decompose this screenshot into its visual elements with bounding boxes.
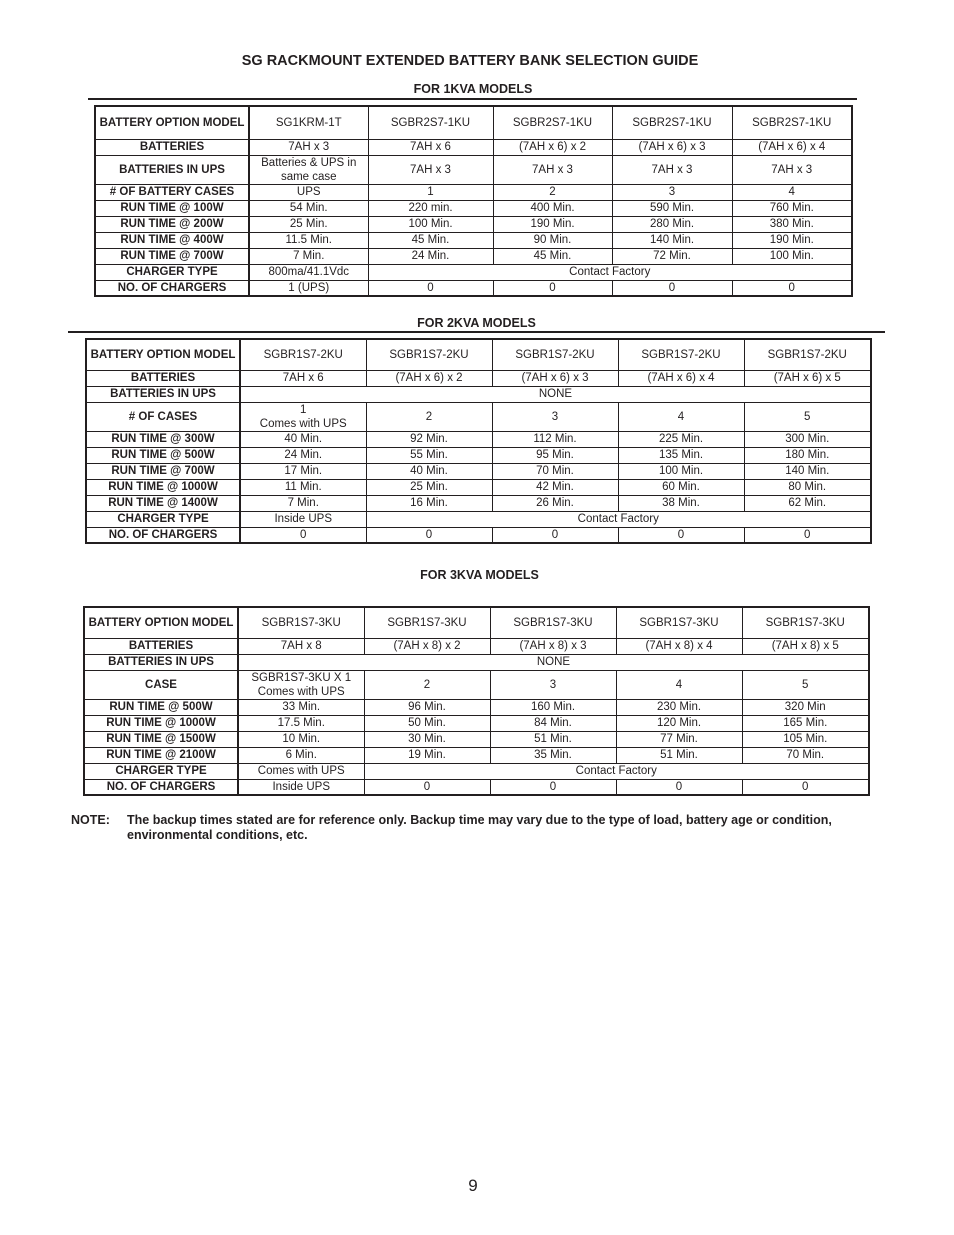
table-cell: SGBR1S7-2KU xyxy=(744,339,871,370)
table-cell: 24 Min. xyxy=(240,447,366,463)
table-row xyxy=(86,495,871,511)
table-cell: 0 xyxy=(742,779,869,795)
table-cell: SGBR2S7-1KU xyxy=(612,106,732,139)
row-label: BATTERY OPTION MODEL xyxy=(84,607,238,638)
table-row xyxy=(86,402,871,431)
table-row xyxy=(95,216,852,232)
table-cell: 84 Min. xyxy=(490,715,616,731)
table-cell: (7AH x 8) x 3 xyxy=(490,638,616,654)
table-cell: 50 Min. xyxy=(364,715,490,731)
row-label: RUN TIME @ 100W xyxy=(95,200,249,216)
table-cell: 0 xyxy=(612,280,732,296)
table-cell: 24 Min. xyxy=(368,248,493,264)
table-cell: Contact Factory xyxy=(366,511,871,527)
table-cell: 51 Min. xyxy=(616,747,742,763)
table-cell: 0 xyxy=(368,280,493,296)
table-cell: 220 min. xyxy=(368,200,493,216)
table-cell: 16 Min. xyxy=(366,495,492,511)
table-cell: 38 Min. xyxy=(618,495,744,511)
table-cell: 160 Min. xyxy=(490,699,616,715)
table-cell: 45 Min. xyxy=(368,232,493,248)
battery-table-3kva xyxy=(83,606,870,796)
table-cell: NONE xyxy=(238,654,869,670)
table-cell: Contact Factory xyxy=(368,264,852,280)
table-cell: 0 xyxy=(240,527,366,543)
table-cell: 112 Min. xyxy=(492,431,618,447)
table-cell: 25 Min. xyxy=(249,216,368,232)
table-cell: 26 Min. xyxy=(492,495,618,511)
table-cell: 105 Min. xyxy=(742,731,869,747)
table-cell: Inside UPS xyxy=(238,779,364,795)
row-label: CASE xyxy=(84,670,238,699)
table-cell: 7 Min. xyxy=(249,248,368,264)
table-cell: SG1KRM-1T xyxy=(249,106,368,139)
table-row xyxy=(86,463,871,479)
table-cell: 7AH x 3 xyxy=(368,155,493,184)
row-label: CHARGER TYPE xyxy=(95,264,249,280)
table-cell: 0 xyxy=(744,527,871,543)
table-cell: 70 Min. xyxy=(492,463,618,479)
table-row xyxy=(86,431,871,447)
table-cell: 0 xyxy=(492,527,618,543)
section-rule-1kva xyxy=(88,98,857,100)
table-row xyxy=(84,747,869,763)
table-cell: 190 Min. xyxy=(493,216,612,232)
row-label: RUN TIME @ 1500W xyxy=(84,731,238,747)
table-cell: 320 Min xyxy=(742,699,869,715)
table-cell: 3 xyxy=(612,184,732,200)
table-cell: 0 xyxy=(732,280,852,296)
table-cell: SGBR1S7-2KU xyxy=(240,339,366,370)
table-cell: SGBR1S7-3KU xyxy=(490,607,616,638)
table-cell: 3 xyxy=(490,670,616,699)
table-cell: 40 Min. xyxy=(366,463,492,479)
table-cell: 7AH x 6 xyxy=(368,139,493,155)
table-cell: (7AH x 8) x 2 xyxy=(364,638,490,654)
table-cell: 95 Min. xyxy=(492,447,618,463)
table-cell: SGBR2S7-1KU xyxy=(732,106,852,139)
table-row xyxy=(95,139,852,155)
table-cell: 230 Min. xyxy=(616,699,742,715)
table-cell: 4 xyxy=(616,670,742,699)
table-cell: Batteries & UPS in same case xyxy=(249,155,368,184)
table-cell: 190 Min. xyxy=(732,232,852,248)
row-label: BATTERIES IN UPS xyxy=(84,654,238,670)
battery-table-1kva xyxy=(94,105,853,297)
table-cell: SGBR1S7-3KU X 1 Comes with UPS xyxy=(238,670,364,699)
table-cell: 33 Min. xyxy=(238,699,364,715)
table-cell: 7AH x 3 xyxy=(493,155,612,184)
table-cell: 92 Min. xyxy=(366,431,492,447)
table-cell: (7AH x 8) x 4 xyxy=(616,638,742,654)
table-cell: (7AH x 6) x 3 xyxy=(492,370,618,386)
table-cell: 62 Min. xyxy=(744,495,871,511)
row-label: RUN TIME @ 500W xyxy=(84,699,238,715)
table-cell: 5 xyxy=(742,670,869,699)
table-row xyxy=(84,699,869,715)
page-title: SG RACKMOUNT EXTENDED BATTERY BANK SELECTION GUIDE xyxy=(241,53,699,69)
table-row xyxy=(84,670,869,699)
table-row xyxy=(95,184,852,200)
table-row xyxy=(84,715,869,731)
table-cell: 7AH x 3 xyxy=(732,155,852,184)
table-row xyxy=(86,370,871,386)
row-label: BATTERIES xyxy=(86,370,240,386)
section-heading-2kva: FOR 2KVA MODELS xyxy=(417,316,536,330)
table-cell: 0 xyxy=(618,527,744,543)
table-cell: SGBR2S7-1KU xyxy=(493,106,612,139)
table-cell: 380 Min. xyxy=(732,216,852,232)
table-row xyxy=(84,654,869,670)
table-cell: 54 Min. xyxy=(249,200,368,216)
table-cell: SGBR1S7-3KU xyxy=(238,607,364,638)
table-cell: SGBR1S7-2KU xyxy=(492,339,618,370)
table-cell: 225 Min. xyxy=(618,431,744,447)
table-cell: 17.5 Min. xyxy=(238,715,364,731)
table-row xyxy=(86,527,871,543)
table-cell: 400 Min. xyxy=(493,200,612,216)
page-number: 9 xyxy=(468,1176,478,1195)
table-cell: 7AH x 3 xyxy=(612,155,732,184)
row-label: NO. OF CHARGERS xyxy=(84,779,238,795)
table-cell: 10 Min. xyxy=(238,731,364,747)
table-cell: 11 Min. xyxy=(240,479,366,495)
table-cell: Contact Factory xyxy=(364,763,869,779)
row-label: NO. OF CHARGERS xyxy=(95,280,249,296)
table-cell: 1 (UPS) xyxy=(249,280,368,296)
row-label: BATTERY OPTION MODEL xyxy=(86,339,240,370)
row-label: RUN TIME @ 700W xyxy=(86,463,240,479)
table-cell: SGBR1S7-2KU xyxy=(618,339,744,370)
table-row xyxy=(95,106,852,139)
table-cell: 0 xyxy=(616,779,742,795)
table-cell: 42 Min. xyxy=(492,479,618,495)
table-row xyxy=(86,339,871,370)
table-row xyxy=(84,607,869,638)
table-cell: 55 Min. xyxy=(366,447,492,463)
row-label: BATTERIES IN UPS xyxy=(95,155,249,184)
table-cell: 80 Min. xyxy=(744,479,871,495)
table-row xyxy=(86,386,871,402)
row-label: RUN TIME @ 1000W xyxy=(84,715,238,731)
table-cell: (7AH x 6) x 2 xyxy=(366,370,492,386)
table-cell: 100 Min. xyxy=(368,216,493,232)
table-cell: 590 Min. xyxy=(612,200,732,216)
table-cell: 2 xyxy=(493,184,612,200)
row-label: RUN TIME @ 300W xyxy=(86,431,240,447)
table-cell: 4 xyxy=(618,402,744,431)
table-cell: 72 Min. xyxy=(612,248,732,264)
table-cell: (7AH x 8) x 5 xyxy=(742,638,869,654)
row-label: CHARGER TYPE xyxy=(86,511,240,527)
table-cell: 1 Comes with UPS xyxy=(240,402,366,431)
row-label: RUN TIME @ 400W xyxy=(95,232,249,248)
table-cell: 7AH x 6 xyxy=(240,370,366,386)
row-label: # OF CASES xyxy=(86,402,240,431)
table-cell: 2 xyxy=(364,670,490,699)
row-label: RUN TIME @ 1400W xyxy=(86,495,240,511)
table-cell: 7AH x 8 xyxy=(238,638,364,654)
table-cell: 0 xyxy=(490,779,616,795)
table-cell: SGBR1S7-3KU xyxy=(616,607,742,638)
row-label: RUN TIME @ 200W xyxy=(95,216,249,232)
table-cell: 100 Min. xyxy=(618,463,744,479)
table-cell: 77 Min. xyxy=(616,731,742,747)
table-cell: SGBR2S7-1KU xyxy=(368,106,493,139)
table-cell: Inside UPS xyxy=(240,511,366,527)
table-cell: 0 xyxy=(364,779,490,795)
note-text: The backup times stated are for reference only. Backup time may vary due to the type of load, battery age or condition, environmental conditions, etc. xyxy=(127,813,832,842)
table-row xyxy=(86,479,871,495)
table-row xyxy=(84,779,869,795)
table-cell: 7AH x 3 xyxy=(249,139,368,155)
table-cell: 90 Min. xyxy=(493,232,612,248)
table-cell: 96 Min. xyxy=(364,699,490,715)
table-cell: 135 Min. xyxy=(618,447,744,463)
section-rule-2kva xyxy=(68,331,885,333)
note-label: NOTE: xyxy=(71,813,110,827)
table-cell: 60 Min. xyxy=(618,479,744,495)
table-cell: 0 xyxy=(493,280,612,296)
table-cell: 7 Min. xyxy=(240,495,366,511)
table-cell: (7AH x 6) x 5 xyxy=(744,370,871,386)
row-label: BATTERY OPTION MODEL xyxy=(95,106,249,139)
table-row xyxy=(86,511,871,527)
table-cell: 45 Min. xyxy=(493,248,612,264)
table-cell: 140 Min. xyxy=(612,232,732,248)
table-cell: 6 Min. xyxy=(238,747,364,763)
battery-table-2kva xyxy=(85,338,872,544)
table-cell: 760 Min. xyxy=(732,200,852,216)
table-cell: (7AH x 6) x 2 xyxy=(493,139,612,155)
table-cell: 25 Min. xyxy=(366,479,492,495)
table-row xyxy=(86,447,871,463)
row-label: BATTERIES IN UPS xyxy=(86,386,240,402)
table-cell: SGBR1S7-2KU xyxy=(366,339,492,370)
section-heading-3kva: FOR 3KVA MODELS xyxy=(420,568,539,582)
table-cell: NONE xyxy=(240,386,871,402)
table-cell: 17 Min. xyxy=(240,463,366,479)
row-label: # OF BATTERY CASES xyxy=(95,184,249,200)
table-cell: 2 xyxy=(366,402,492,431)
table-row xyxy=(95,200,852,216)
row-label: RUN TIME @ 1000W xyxy=(86,479,240,495)
table-cell: 300 Min. xyxy=(744,431,871,447)
table-row xyxy=(84,731,869,747)
table-cell: 5 xyxy=(744,402,871,431)
section-heading-1kva: FOR 1KVA MODELS xyxy=(413,82,533,96)
table-cell: 11.5 Min. xyxy=(249,232,368,248)
table-cell: 165 Min. xyxy=(742,715,869,731)
row-label: RUN TIME @ 700W xyxy=(95,248,249,264)
table-cell: 4 xyxy=(732,184,852,200)
table-cell: 70 Min. xyxy=(742,747,869,763)
row-label: BATTERIES xyxy=(84,638,238,654)
table-cell: 0 xyxy=(366,527,492,543)
table-row xyxy=(95,155,852,184)
table-cell: 120 Min. xyxy=(616,715,742,731)
table-row xyxy=(95,264,852,280)
row-label: BATTERIES xyxy=(95,139,249,155)
table-cell: SGBR1S7-3KU xyxy=(364,607,490,638)
table-row xyxy=(95,232,852,248)
table-cell: SGBR1S7-3KU xyxy=(742,607,869,638)
table-row xyxy=(84,763,869,779)
row-label: CHARGER TYPE xyxy=(84,763,238,779)
table-row xyxy=(95,248,852,264)
table-cell: (7AH x 6) x 3 xyxy=(612,139,732,155)
table-cell: 40 Min. xyxy=(240,431,366,447)
row-label: NO. OF CHARGERS xyxy=(86,527,240,543)
table-cell: (7AH x 6) x 4 xyxy=(618,370,744,386)
table-cell: (7AH x 6) x 4 xyxy=(732,139,852,155)
table-cell: Comes with UPS xyxy=(238,763,364,779)
table-cell: 3 xyxy=(492,402,618,431)
table-row xyxy=(84,638,869,654)
table-cell: 800ma/41.1Vdc xyxy=(249,264,368,280)
table-cell: 180 Min. xyxy=(744,447,871,463)
table-cell: 140 Min. xyxy=(744,463,871,479)
table-cell: 1 xyxy=(368,184,493,200)
table-cell: 19 Min. xyxy=(364,747,490,763)
row-label: RUN TIME @ 500W xyxy=(86,447,240,463)
row-label: RUN TIME @ 2100W xyxy=(84,747,238,763)
table-cell: UPS xyxy=(249,184,368,200)
table-cell: 35 Min. xyxy=(490,747,616,763)
table-row xyxy=(95,280,852,296)
table-cell: 51 Min. xyxy=(490,731,616,747)
table-cell: 280 Min. xyxy=(612,216,732,232)
table-cell: 30 Min. xyxy=(364,731,490,747)
table-cell: 100 Min. xyxy=(732,248,852,264)
